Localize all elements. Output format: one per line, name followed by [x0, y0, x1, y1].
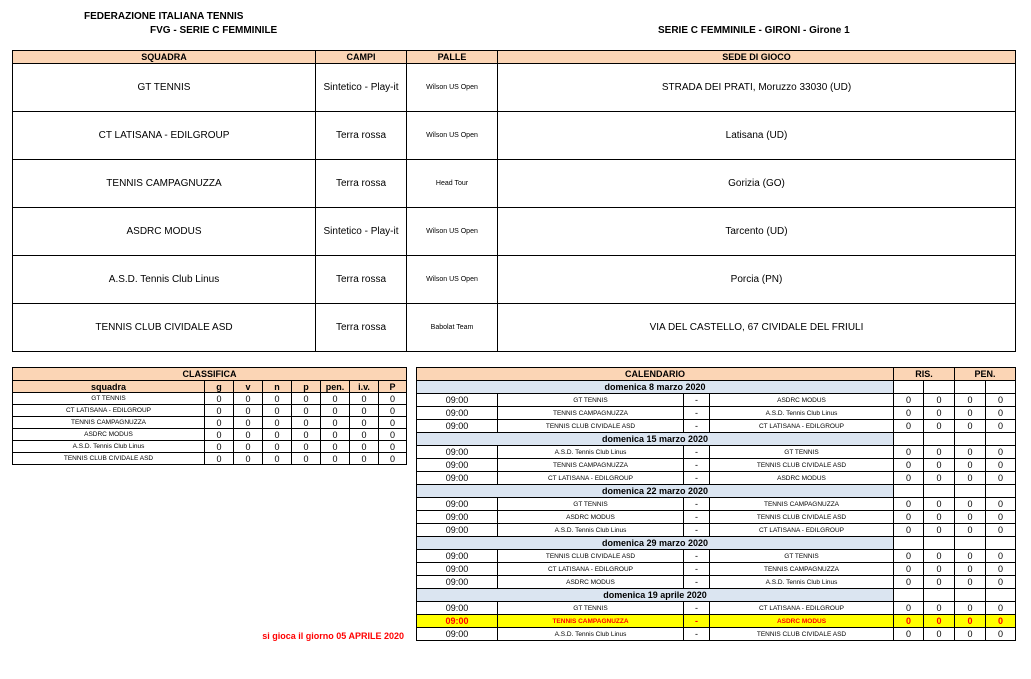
- match-score: 0: [986, 602, 1016, 615]
- match-home: A.S.D. Tennis Club Linus: [498, 446, 684, 459]
- match-score: 0: [924, 576, 955, 589]
- match-score: 0: [986, 563, 1016, 576]
- team-venue: Gorizia (GO): [498, 160, 1016, 208]
- match-score: 0: [924, 446, 955, 459]
- team-name: TENNIS CLUB CIVIDALE ASD: [13, 304, 316, 352]
- standings-value: 0: [321, 453, 350, 465]
- round-date-blank: [924, 537, 955, 550]
- standings-row: [13, 417, 407, 429]
- teams-header-campi: CAMPI: [316, 51, 407, 64]
- team-venue: Latisana (UD): [498, 112, 1016, 160]
- match-separator: -: [684, 563, 710, 576]
- match-row: [417, 459, 1016, 472]
- standings-value: 0: [379, 453, 407, 465]
- match-separator: -: [684, 446, 710, 459]
- match-row: [417, 420, 1016, 433]
- match-home: ASDRC MODUS: [498, 576, 684, 589]
- standings-value: 0: [205, 393, 234, 405]
- team-balls: Babolat Team: [407, 304, 498, 352]
- match-away: A.S.D. Tennis Club Linus: [710, 576, 894, 589]
- match-score: 0: [955, 459, 986, 472]
- round-date-blank: [955, 589, 986, 602]
- match-score: 0: [894, 628, 924, 641]
- match-home: TENNIS CAMPAGNUZZA: [498, 459, 684, 472]
- match-time: 09:00: [417, 563, 498, 576]
- match-time: 09:00: [417, 394, 498, 407]
- match-score: 0: [924, 524, 955, 537]
- match-time: 09:00: [417, 472, 498, 485]
- match-score: 0: [924, 394, 955, 407]
- match-score: 0: [955, 602, 986, 615]
- match-score: 0: [986, 446, 1016, 459]
- match-score: 0: [894, 394, 924, 407]
- match-away: CT LATISANA - EDILGROUP: [710, 524, 894, 537]
- standings-col-header: i.v.: [350, 381, 379, 393]
- standings-value: 0: [379, 393, 407, 405]
- round-date-blank: [955, 485, 986, 498]
- round-date-blank: [924, 433, 955, 446]
- match-time: 09:00: [417, 550, 498, 563]
- round-date-blank: [986, 381, 1016, 394]
- match-score: 0: [955, 498, 986, 511]
- round-date-blank: [986, 589, 1016, 602]
- standings-col-header: v: [234, 381, 263, 393]
- team-courts: Terra rossa: [316, 256, 407, 304]
- team-row: [13, 64, 1016, 112]
- standings-value: 0: [263, 393, 292, 405]
- match-time: 09:00: [417, 615, 498, 628]
- standings-value: 0: [350, 393, 379, 405]
- team-name: GT TENNIS: [13, 64, 316, 112]
- team-venue: VIA DEL CASTELLO, 67 CIVIDALE DEL FRIULI: [498, 304, 1016, 352]
- match-time: 09:00: [417, 446, 498, 459]
- match-away: ASDRC MODUS: [710, 394, 894, 407]
- standings-value: 0: [321, 417, 350, 429]
- match-row: [417, 576, 1016, 589]
- match-score: 0: [894, 407, 924, 420]
- match-home: TENNIS CLUB CIVIDALE ASD: [498, 550, 684, 563]
- match-score: 0: [955, 446, 986, 459]
- standings-value: 0: [234, 429, 263, 441]
- match-score: 0: [955, 576, 986, 589]
- match-score: 0: [986, 615, 1016, 628]
- team-balls: Wilson US Open: [407, 256, 498, 304]
- teams-table: [12, 50, 1016, 352]
- team-balls: Head Tour: [407, 160, 498, 208]
- round-date-blank: [894, 589, 924, 602]
- round-date-row: [417, 485, 1016, 498]
- match-time: 09:00: [417, 498, 498, 511]
- standings-table: [12, 367, 407, 465]
- team-venue: Tarcento (UD): [498, 208, 1016, 256]
- standings-value: 0: [350, 405, 379, 417]
- round-date: domenica 19 aprile 2020: [417, 589, 894, 602]
- standings-value: 0: [234, 393, 263, 405]
- penalties-header: PEN.: [955, 368, 1016, 381]
- match-separator: -: [684, 394, 710, 407]
- match-score: 0: [986, 420, 1016, 433]
- match-score: 0: [986, 498, 1016, 511]
- team-name: ASDRC MODUS: [13, 208, 316, 256]
- match-home: CT LATISANA - EDILGROUP: [498, 563, 684, 576]
- round-date-blank: [924, 589, 955, 602]
- team-row: [13, 256, 1016, 304]
- round-date-blank: [955, 433, 986, 446]
- match-row: [417, 563, 1016, 576]
- match-separator: -: [684, 511, 710, 524]
- match-score: 0: [894, 498, 924, 511]
- group-title: SERIE C FEMMINILE - GIRONI - Girone 1: [658, 25, 850, 36]
- match-away: ASDRC MODUS: [710, 472, 894, 485]
- match-time: 09:00: [417, 576, 498, 589]
- match-row: [417, 628, 1016, 641]
- match-score: 0: [955, 420, 986, 433]
- match-separator: -: [684, 576, 710, 589]
- match-score: 0: [986, 459, 1016, 472]
- match-row: [417, 550, 1016, 563]
- match-score: 0: [924, 628, 955, 641]
- match-away: GT TENNIS: [710, 446, 894, 459]
- match-score: 0: [924, 615, 955, 628]
- standings-value: 0: [379, 441, 407, 453]
- match-home: A.S.D. Tennis Club Linus: [498, 524, 684, 537]
- match-home: CT LATISANA - EDILGROUP: [498, 472, 684, 485]
- round-date-blank: [986, 485, 1016, 498]
- match-row: [417, 511, 1016, 524]
- match-score: 0: [955, 407, 986, 420]
- standings-title: CLASSIFICA: [13, 368, 407, 381]
- match-row: [417, 602, 1016, 615]
- team-courts: Terra rossa: [316, 112, 407, 160]
- match-time: 09:00: [417, 628, 498, 641]
- match-score: 0: [924, 407, 955, 420]
- standings-row: [13, 441, 407, 453]
- team-row: [13, 304, 1016, 352]
- match-away: TENNIS CLUB CIVIDALE ASD: [710, 459, 894, 472]
- calendar-table: [416, 367, 1016, 641]
- match-row: [417, 407, 1016, 420]
- match-away: TENNIS CAMPAGNUZZA: [710, 498, 894, 511]
- round-date-blank: [955, 381, 986, 394]
- match-home: A.S.D. Tennis Club Linus: [498, 628, 684, 641]
- round-date: domenica 29 marzo 2020: [417, 537, 894, 550]
- standings-team: CT LATISANA - EDILGROUP: [13, 405, 205, 417]
- round-date-row: [417, 381, 1016, 394]
- standings-value: 0: [292, 453, 321, 465]
- standings-col-header: g: [205, 381, 234, 393]
- round-date-blank: [924, 381, 955, 394]
- match-row: [417, 446, 1016, 459]
- match-score: 0: [924, 563, 955, 576]
- standings-value: 0: [205, 453, 234, 465]
- match-away: ASDRC MODUS: [710, 615, 894, 628]
- standings-value: 0: [205, 405, 234, 417]
- match-home: GT TENNIS: [498, 394, 684, 407]
- match-separator: -: [684, 472, 710, 485]
- match-time: 09:00: [417, 459, 498, 472]
- standings-value: 0: [234, 441, 263, 453]
- team-row: [13, 208, 1016, 256]
- match-score: 0: [924, 459, 955, 472]
- team-name: TENNIS CAMPAGNUZZA: [13, 160, 316, 208]
- team-row: [13, 160, 1016, 208]
- standings-value: 0: [292, 429, 321, 441]
- standings-value: 0: [292, 393, 321, 405]
- match-score: 0: [955, 563, 986, 576]
- match-separator: -: [684, 615, 710, 628]
- standings-value: 0: [350, 453, 379, 465]
- match-score: 0: [955, 472, 986, 485]
- round-date: domenica 22 marzo 2020: [417, 485, 894, 498]
- standings-value: 0: [263, 405, 292, 417]
- round-date-blank: [955, 537, 986, 550]
- match-away: TENNIS CLUB CIVIDALE ASD: [710, 628, 894, 641]
- round-date-blank: [894, 485, 924, 498]
- match-score: 0: [894, 420, 924, 433]
- calendar-title: CALENDARIO: [417, 368, 894, 381]
- match-score: 0: [924, 602, 955, 615]
- team-courts: Terra rossa: [316, 304, 407, 352]
- standings-value: 0: [263, 417, 292, 429]
- match-score: 0: [894, 563, 924, 576]
- reschedule-note: si gioca il giorno 05 APRILE 2020: [262, 631, 404, 641]
- match-score: 0: [894, 511, 924, 524]
- standings-value: 0: [205, 417, 234, 429]
- standings-row: [13, 429, 407, 441]
- standings-col-header: P: [379, 381, 407, 393]
- team-courts: Sintetico - Play-it: [316, 208, 407, 256]
- teams-header-squadra: SQUADRA: [13, 51, 316, 64]
- standings-col-header: squadra: [13, 381, 205, 393]
- match-separator: -: [684, 407, 710, 420]
- standings-team: A.S.D. Tennis Club Linus: [13, 441, 205, 453]
- standings-value: 0: [321, 393, 350, 405]
- round-date-blank: [924, 485, 955, 498]
- match-score: 0: [924, 550, 955, 563]
- match-time: 09:00: [417, 511, 498, 524]
- match-score: 0: [955, 615, 986, 628]
- standings-value: 0: [321, 429, 350, 441]
- standings-team: GT TENNIS: [13, 393, 205, 405]
- round-date: domenica 8 marzo 2020: [417, 381, 894, 394]
- league-title: FVG - SERIE C FEMMINILE: [150, 25, 278, 36]
- match-score: 0: [955, 550, 986, 563]
- standings-row: [13, 405, 407, 417]
- team-name: A.S.D. Tennis Club Linus: [13, 256, 316, 304]
- standings-value: 0: [234, 405, 263, 417]
- standings-value: 0: [292, 405, 321, 417]
- standings-value: 0: [205, 441, 234, 453]
- match-away: TENNIS CLUB CIVIDALE ASD: [710, 511, 894, 524]
- standings-value: 0: [379, 405, 407, 417]
- match-score: 0: [986, 394, 1016, 407]
- standings-value: 0: [292, 417, 321, 429]
- standings-value: 0: [263, 429, 292, 441]
- round-date: domenica 15 marzo 2020: [417, 433, 894, 446]
- match-score: 0: [894, 602, 924, 615]
- round-date-blank: [894, 537, 924, 550]
- match-score: 0: [894, 446, 924, 459]
- match-score: 0: [986, 407, 1016, 420]
- match-home: TENNIS CLUB CIVIDALE ASD: [498, 420, 684, 433]
- match-home: GT TENNIS: [498, 602, 684, 615]
- match-score: 0: [924, 420, 955, 433]
- match-score: 0: [894, 459, 924, 472]
- match-score: 0: [894, 472, 924, 485]
- match-row: [417, 615, 1016, 628]
- team-courts: Sintetico - Play-it: [316, 64, 407, 112]
- match-separator: -: [684, 420, 710, 433]
- teams-header-palle: PALLE: [407, 51, 498, 64]
- match-score: 0: [894, 524, 924, 537]
- standings-value: 0: [205, 429, 234, 441]
- team-courts: Terra rossa: [316, 160, 407, 208]
- match-separator: -: [684, 602, 710, 615]
- match-separator: -: [684, 628, 710, 641]
- standings-value: 0: [234, 417, 263, 429]
- match-score: 0: [924, 511, 955, 524]
- round-date-blank: [894, 433, 924, 446]
- standings-value: 0: [263, 453, 292, 465]
- match-score: 0: [986, 576, 1016, 589]
- team-venue: Porcia (PN): [498, 256, 1016, 304]
- standings-value: 0: [350, 429, 379, 441]
- match-home: TENNIS CAMPAGNUZZA: [498, 615, 684, 628]
- match-row: [417, 498, 1016, 511]
- team-balls: Wilson US Open: [407, 64, 498, 112]
- match-separator: -: [684, 550, 710, 563]
- round-date-row: [417, 537, 1016, 550]
- round-date-row: [417, 433, 1016, 446]
- match-row: [417, 472, 1016, 485]
- match-score: 0: [955, 511, 986, 524]
- team-balls: Wilson US Open: [407, 208, 498, 256]
- match-separator: -: [684, 498, 710, 511]
- round-date-blank: [986, 537, 1016, 550]
- match-row: [417, 524, 1016, 537]
- match-separator: -: [684, 524, 710, 537]
- match-time: 09:00: [417, 524, 498, 537]
- team-balls: Wilson US Open: [407, 112, 498, 160]
- standings-value: 0: [321, 441, 350, 453]
- match-score: 0: [894, 550, 924, 563]
- match-score: 0: [986, 472, 1016, 485]
- match-separator: -: [684, 459, 710, 472]
- team-row: [13, 112, 1016, 160]
- round-date-blank: [986, 433, 1016, 446]
- results-header: RIS.: [894, 368, 955, 381]
- match-score: 0: [924, 472, 955, 485]
- standings-row: [13, 393, 407, 405]
- standings-col-header: p: [292, 381, 321, 393]
- standings-team: TENNIS CAMPAGNUZZA: [13, 417, 205, 429]
- match-away: GT TENNIS: [710, 550, 894, 563]
- match-score: 0: [955, 524, 986, 537]
- match-time: 09:00: [417, 420, 498, 433]
- match-home: ASDRC MODUS: [498, 511, 684, 524]
- match-home: GT TENNIS: [498, 498, 684, 511]
- match-score: 0: [986, 511, 1016, 524]
- standings-value: 0: [292, 441, 321, 453]
- standings-col-header: pen.: [321, 381, 350, 393]
- match-away: A.S.D. Tennis Club Linus: [710, 407, 894, 420]
- match-time: 09:00: [417, 602, 498, 615]
- standings-value: 0: [379, 417, 407, 429]
- match-score: 0: [986, 550, 1016, 563]
- standings-col-header: n: [263, 381, 292, 393]
- match-score: 0: [894, 615, 924, 628]
- match-score: 0: [986, 628, 1016, 641]
- standings-team: ASDRC MODUS: [13, 429, 205, 441]
- round-date-blank: [894, 381, 924, 394]
- match-time: 09:00: [417, 407, 498, 420]
- federation-title: FEDERAZIONE ITALIANA TENNIS: [84, 11, 244, 22]
- match-row: [417, 394, 1016, 407]
- standings-team: TENNIS CLUB CIVIDALE ASD: [13, 453, 205, 465]
- standings-value: 0: [379, 429, 407, 441]
- match-home: TENNIS CAMPAGNUZZA: [498, 407, 684, 420]
- round-date-row: [417, 589, 1016, 602]
- team-name: CT LATISANA - EDILGROUP: [13, 112, 316, 160]
- teams-header-sede: SEDE DI GIOCO: [498, 51, 1016, 64]
- match-score: 0: [894, 576, 924, 589]
- standings-value: 0: [234, 453, 263, 465]
- standings-value: 0: [263, 441, 292, 453]
- standings-row: [13, 453, 407, 465]
- match-score: 0: [955, 394, 986, 407]
- match-away: CT LATISANA - EDILGROUP: [710, 420, 894, 433]
- team-venue: STRADA DEI PRATI, Moruzzo 33030 (UD): [498, 64, 1016, 112]
- match-away: CT LATISANA - EDILGROUP: [710, 602, 894, 615]
- standings-value: 0: [321, 405, 350, 417]
- match-away: TENNIS CAMPAGNUZZA: [710, 563, 894, 576]
- match-score: 0: [955, 628, 986, 641]
- match-score: 0: [924, 498, 955, 511]
- match-score: 0: [986, 524, 1016, 537]
- standings-value: 0: [350, 417, 379, 429]
- standings-value: 0: [350, 441, 379, 453]
